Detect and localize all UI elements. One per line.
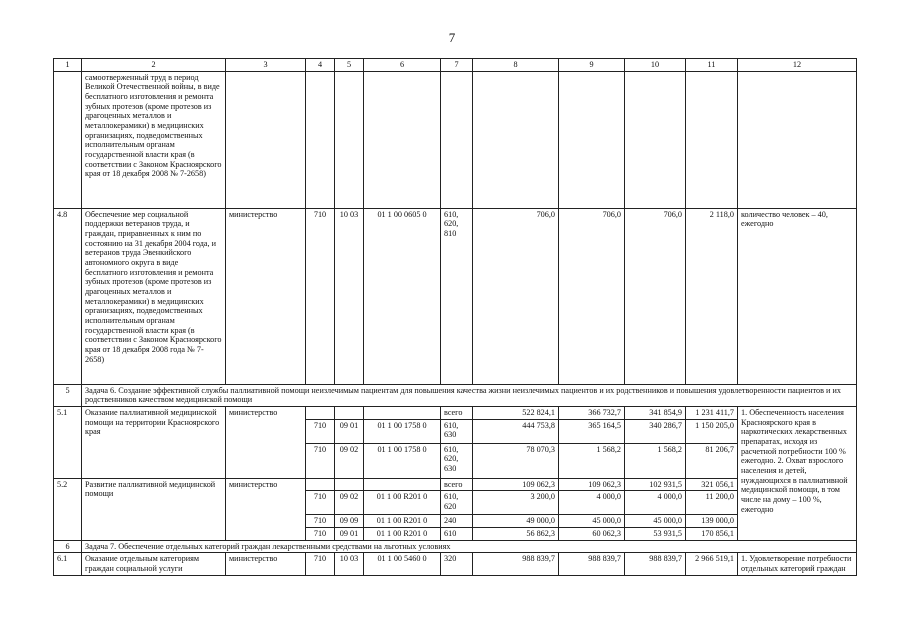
grbs-code: 710: [306, 208, 335, 384]
row-number: 4.8: [54, 208, 82, 384]
csr-code: 01 1 00 R201 0: [364, 515, 441, 528]
task-row: [54, 540, 857, 553]
row-number: 5.2: [54, 478, 82, 540]
value-year2: 1 568,2: [559, 443, 625, 478]
csr-code: 01 1 00 1758 0: [364, 443, 441, 478]
value-year1: 444 753,8: [473, 419, 559, 443]
table-row: [54, 407, 857, 420]
csr-code: 01 1 00 0605 0: [364, 208, 441, 384]
value-year3: 1 568,2: [625, 443, 686, 478]
csr-code: 01 1 00 R201 0: [364, 528, 441, 541]
value-year1: 78 070,3: [473, 443, 559, 478]
value-year2: 45 000,0: [559, 515, 625, 528]
value-total: 321 056,1: [686, 478, 738, 491]
value-year1: 988 839,7: [473, 553, 559, 575]
rzpr-code: 10 03: [335, 208, 364, 384]
vr-code: 240: [441, 515, 473, 528]
value-total: 139 000,0: [686, 515, 738, 528]
expected-result: 1. Удовлетворение потребности отдельных категорий граждан: [738, 553, 857, 575]
vr-code: 610, 630: [441, 419, 473, 443]
header-cell: 1: [54, 59, 82, 72]
value-year2: 706,0: [559, 208, 625, 384]
header-cell: 8: [473, 59, 559, 72]
value-year2: 4 000,0: [559, 491, 625, 515]
table-row: [54, 208, 857, 384]
executor: министерство: [226, 208, 306, 384]
grbs-code: 710: [306, 491, 335, 515]
value-year3: 45 000,0: [625, 515, 686, 528]
row-number: 5.1: [54, 407, 82, 479]
total-label: всего: [441, 478, 473, 491]
value-year3: 53 931,5: [625, 528, 686, 541]
value-total: 1 231 411,7: [686, 407, 738, 420]
measure-description: Оказание паллиативной медицинской помощи на территории Красноярского края: [82, 407, 226, 479]
rzpr-code: 09 02: [335, 443, 364, 478]
value-year1: 522 824,1: [473, 407, 559, 420]
header-cell: 12: [738, 59, 857, 72]
vr-code: 610, 620, 810: [441, 208, 473, 384]
value-year3: 706,0: [625, 208, 686, 384]
csr-code: 01 1 00 5460 0: [364, 553, 441, 575]
grbs-code: 710: [306, 515, 335, 528]
value-total: 1 150 205,0: [686, 419, 738, 443]
header-cell: 6: [364, 59, 441, 72]
page-number: 7: [448, 30, 456, 45]
grbs-code: 710: [306, 419, 335, 443]
value-year2: 109 062,3: [559, 478, 625, 491]
value-year3: 341 854,9: [625, 407, 686, 420]
row-number: 6: [54, 540, 82, 553]
rzpr-code: 09 09: [335, 515, 364, 528]
value-year1: 49 000,0: [473, 515, 559, 528]
grbs-code: 710: [306, 443, 335, 478]
vr-code: 320: [441, 553, 473, 575]
vr-code: 610: [441, 528, 473, 541]
task-title: Задача 7. Обеспечение отдельных категорий граждан лекарственными средствами на льготных условиях: [82, 540, 857, 553]
header-cell: 3: [226, 59, 306, 72]
value-total: 2 966 519,1: [686, 553, 738, 575]
value-year1: 109 062,3: [473, 478, 559, 491]
table-row: [54, 478, 857, 491]
rzpr-code: 09 01: [335, 419, 364, 443]
header-cell: 10: [625, 59, 686, 72]
csr-code: 01 1 00 1758 0: [364, 419, 441, 443]
rzpr-code: 09 02: [335, 491, 364, 515]
header-cell: 7: [441, 59, 473, 72]
grbs-code: 710: [306, 553, 335, 575]
value-year3: 4 000,0: [625, 491, 686, 515]
vr-code: 610, 620, 630: [441, 443, 473, 478]
value-year3: 988 839,7: [625, 553, 686, 575]
header-cell: 2: [82, 59, 226, 72]
csr-code: 01 1 00 R201 0: [364, 491, 441, 515]
header-cell: 5: [335, 59, 364, 72]
value-year3: 102 931,5: [625, 478, 686, 491]
grbs-code: 710: [306, 528, 335, 541]
header-cell: 9: [559, 59, 625, 72]
executor: министерство: [226, 407, 306, 479]
rzpr-code: 10 03: [335, 553, 364, 575]
value-year2: 60 062,3: [559, 528, 625, 541]
header-cell: 11: [686, 59, 738, 72]
executor: министерство: [226, 553, 306, 575]
table-row: [54, 71, 857, 208]
task-title: Задача 6. Создание эффективной службы паллиативной помощи неизлечимым пациентам для повышения качества жизни неизлечимых пациентов и их родственников и повышения удовлетворенности пациентов и их родственников качеством медицинской помощи: [82, 384, 857, 406]
table-row: [54, 553, 857, 575]
value-year2: 365 164,5: [559, 419, 625, 443]
value-year1: 706,0: [473, 208, 559, 384]
value-year2: 366 732,7: [559, 407, 625, 420]
value-year2: 988 839,7: [559, 553, 625, 575]
value-year3: 340 286,7: [625, 419, 686, 443]
value-total: 81 206,7: [686, 443, 738, 478]
rzpr-code: 09 01: [335, 528, 364, 541]
value-total: 170 856,1: [686, 528, 738, 541]
value-year1: 56 862,3: [473, 528, 559, 541]
measure-description: Оказание отдельным категориям граждан социальной услуги: [82, 553, 226, 575]
expected-result: количество человек – 40, ежегодно: [738, 208, 857, 384]
value-year1: 3 200,0: [473, 491, 559, 515]
value-total: 2 118,0: [686, 208, 738, 384]
row-number: 5: [54, 384, 82, 406]
task-row: [54, 384, 857, 406]
header-row: [54, 59, 857, 72]
row-number: 6.1: [54, 553, 82, 575]
vr-code: 610, 620: [441, 491, 473, 515]
total-label: всего: [441, 407, 473, 420]
value-total: 11 200,0: [686, 491, 738, 515]
program-table: [53, 58, 857, 576]
executor: министерство: [226, 478, 306, 540]
expected-result: 1. Обеспеченность населения Красноярского края в наркотических лекарственных препаратах, исходя из расчетной потребности 100 % ежегодно. 2. Охват взрослого населения и детей, нуждающихся в паллиативной медицинской помощи, в том числе на дому – 100 %, ежегодно: [738, 407, 857, 541]
header-cell: 4: [306, 59, 335, 72]
measure-description: Обеспечение мер социальной поддержки ветеранов труда, и граждан, приравненных к ним по состоянию на 31 декабря 2004 года, и ветеранов труда Эвенкийского автономного округа в виде бесплатного изготовления и ремонта зубных протезов (кроме протезов из драгоценных металлов и металлокерамики) в медицинских организациях, подведомственных исполнительным органам государственной власти края (в соответствии с Законом Красноярского края от 18 декабря 2008 года № 7-2658): [82, 208, 226, 384]
measure-description: Развитие паллиативной медицинской помощи: [82, 478, 226, 540]
measure-description: самоотверженный труд в период Великой Отечественной войны, в виде бесплатного изготовления и ремонта зубных протезов (кроме протезов из драгоценных металлов и металлокерамики) в медицинских организациях, подведомственных исполнительным органам государственной власти края (в соответствии с Законом Красноярского края от 18 декабря 2008 № 7-2658): [82, 71, 226, 208]
